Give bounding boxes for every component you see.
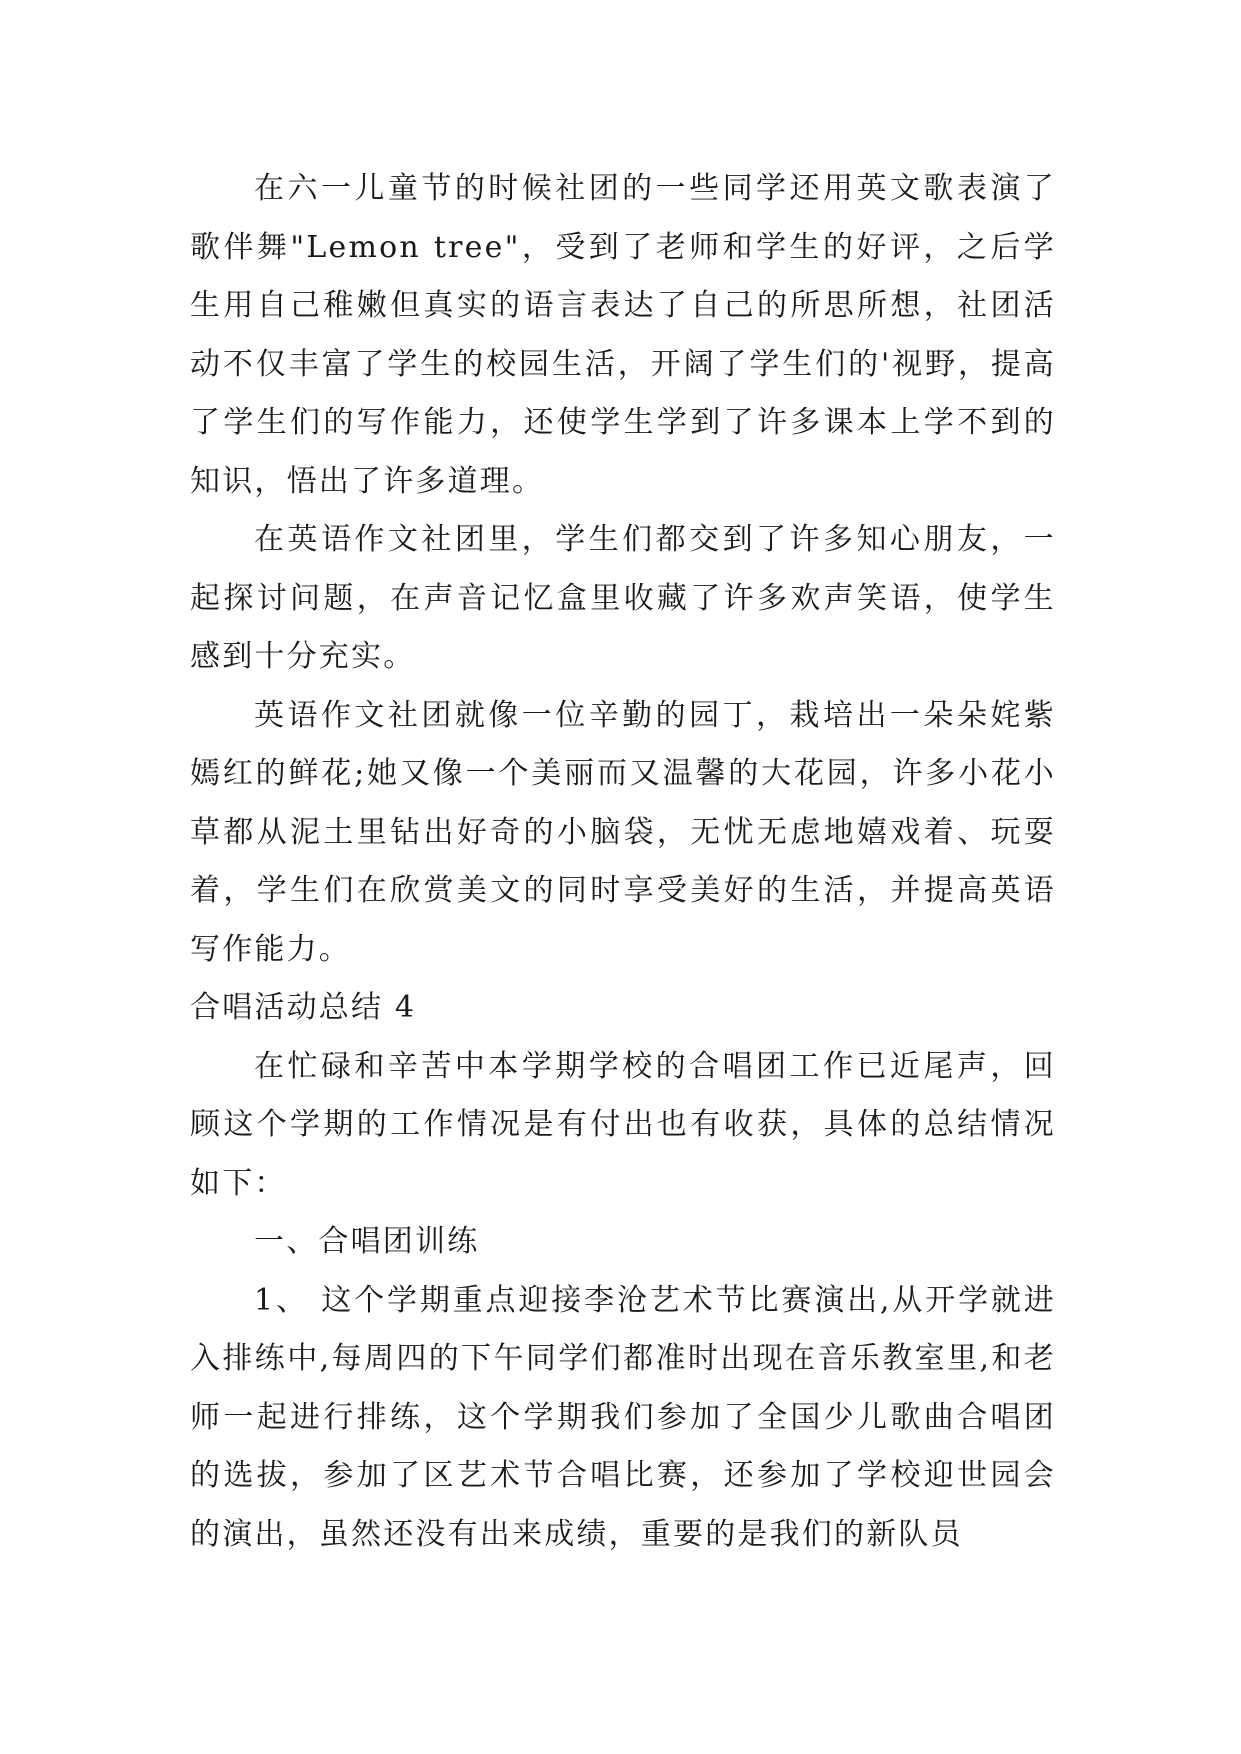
paragraph-choir-intro: 在忙碌和辛苦中本学期学校的合唱团工作已近尾声，回顾这个学期的工作情况是有付出也有收获，具体的总结情况如下： [190, 1048, 1056, 1201]
subheading-choir-training: 一、合唱团训练 [254, 1224, 480, 1259]
paragraph-club-gardener: 英语作文社团就像一位辛勤的园丁，栽培出一朵朵姹紫嫣红的鲜花;她又像一个美丽而又温馨的大花园，许多小花小草都从泥土里钻出好奇的小脑袋，无忧无虑地嬉戏着、玩耍着，学生们在欣赏美文的同时享受美好的生活，并提高英语写作能力。 [190, 697, 1056, 967]
paragraph-choir-item-1: 1、 这个学期重点迎接李沧艺术节比赛演出,从开学就进入排练中,每周四的下午同学们都准时出现在音乐教室里,和老师一起进行排练，这个学期我们参加了全国少儿歌曲合唱团的选拔，参加了区艺术节合唱比赛，还参加了学校迎世园会的演出，虽然还没有出来成绩，重要的是我们的新队员 [190, 1282, 1056, 1552]
section-heading: 合唱活动总结 4 [190, 990, 417, 1025]
document-body [190, 160, 1056, 1564]
paragraph-club-friends: 在英语作文社团里，学生们都交到了许多知心朋友，一起探讨问题，在声音记忆盒里收藏了许多欢声笑语，使学生感到十分充实。 [190, 522, 1056, 674]
paragraph-children-day: 在六一儿童节的时候社团的一些同学还用英文歌表演了歌伴舞"Lemon tree"，受到了老师和学生的好评，之后学生用自己稚嫩但真实的语言表达了自己的所思所想，社团活动不仅丰富了学生的校园生活，开阔了学生们的'视野，提高了学生们的写作能力，还使学生学到了许多课本上学不到的知识，悟出了许多道理。 [190, 171, 1056, 499]
